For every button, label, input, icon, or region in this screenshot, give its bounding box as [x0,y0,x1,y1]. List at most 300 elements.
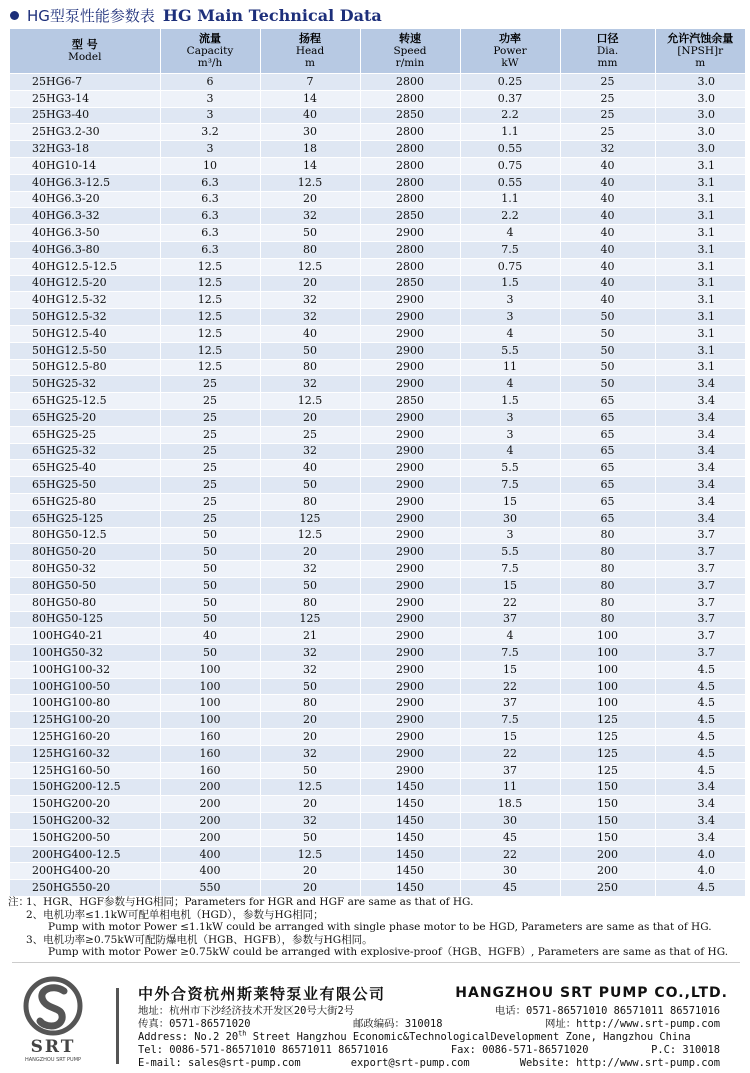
cell-model: 80HG50-32 [10,561,160,578]
cell-power: 0.55 [460,141,560,158]
cell-model: 150HG200-50 [10,829,160,846]
table-row [10,779,745,796]
cell-speed: 2900 [360,292,460,309]
cell-head: 12.5 [260,258,360,275]
cell-head: 50 [260,577,360,594]
table-row [10,359,745,376]
cell-power: 2.2 [460,208,560,225]
cell-diameter: 80 [560,594,655,611]
cell-head: 80 [260,359,360,376]
cell-head: 20 [260,712,360,729]
cell-power: 3 [460,309,560,326]
table-row [10,611,745,628]
table-row [10,745,745,762]
cell-npsh: 3.7 [655,611,745,628]
cell-speed: 2900 [360,577,460,594]
cell-power: 22 [460,594,560,611]
cell-model: 65HG25-12.5 [10,393,160,410]
cell-model: 100HG100-32 [10,661,160,678]
cell-head: 32 [260,309,360,326]
cell-model: 32HG3-18 [10,141,160,158]
cell-speed: 2900 [360,359,460,376]
cell-capacity: 6.3 [160,208,260,225]
website-chinese[interactable]: 网址：http://www.srt-pump.com [544,1018,720,1030]
cell-model: 40HG6.3-80 [10,241,160,258]
cell-model: 80HG50-125 [10,611,160,628]
cell-capacity: 200 [160,813,260,830]
cell-capacity: 6.3 [160,191,260,208]
logo-subtitle: HANGZHOU SRT PUMP [24,1057,82,1063]
cell-model: 40HG12.5-12.5 [10,258,160,275]
cell-power: 7.5 [460,561,560,578]
cell-capacity: 550 [160,880,260,896]
table-row [10,376,745,393]
cell-power: 0.37 [460,90,560,107]
cell-speed: 2900 [360,745,460,762]
cell-diameter: 25 [560,74,655,91]
cell-head: 32 [260,813,360,830]
telephone-chinese: 电话：0571-86571010 86571011 86571016 [494,1005,720,1017]
header-diameter: 口径 Dia. mm [560,29,655,74]
cell-power: 3 [460,409,560,426]
table-row [10,695,745,712]
cell-model: 100HG100-50 [10,678,160,695]
cell-head: 20 [260,863,360,880]
cell-capacity: 50 [160,527,260,544]
cell-head: 40 [260,325,360,342]
header-head: 扬程 Head m [260,29,360,74]
header-model: 型 号 Model [10,29,160,74]
cell-power: 0.75 [460,157,560,174]
cell-model: 125HG160-20 [10,729,160,746]
cell-model: 40HG12.5-20 [10,275,160,292]
cell-model: 150HG200-20 [10,796,160,813]
cell-diameter: 150 [560,796,655,813]
title-chinese: HG型泵性能参数表 [27,6,155,25]
cell-head: 80 [260,695,360,712]
table-row [10,493,745,510]
cell-head: 12.5 [260,846,360,863]
cell-power: 3 [460,527,560,544]
cell-model: 25HG3-14 [10,90,160,107]
cell-capacity: 25 [160,393,260,410]
cell-npsh: 4.5 [655,695,745,712]
table-row [10,292,745,309]
cell-speed: 2900 [360,712,460,729]
cell-model: 200HG400-12.5 [10,846,160,863]
cell-diameter: 80 [560,561,655,578]
cell-power: 22 [460,846,560,863]
cell-power: 5.5 [460,342,560,359]
table-row [10,628,745,645]
cell-head: 32 [260,561,360,578]
title-row [10,4,382,26]
cell-model: 65HG25-25 [10,426,160,443]
cell-diameter: 65 [560,460,655,477]
cell-diameter: 65 [560,393,655,410]
cell-power: 30 [460,863,560,880]
cell-speed: 2850 [360,208,460,225]
table-row [10,678,745,695]
email-export[interactable]: export@srt-pump.com [350,1057,470,1069]
cell-capacity: 25 [160,493,260,510]
cell-head: 20 [260,880,360,896]
cell-power: 30 [460,510,560,527]
cell-capacity: 12.5 [160,258,260,275]
cell-model: 150HG200-12.5 [10,779,160,796]
fax-english: Fax: 0086-571-86571020 [450,1044,589,1056]
cell-capacity: 100 [160,695,260,712]
cell-npsh: 4.0 [655,863,745,880]
cell-capacity: 160 [160,729,260,746]
cell-model: 125HG100-20 [10,712,160,729]
cell-npsh: 3.4 [655,796,745,813]
cell-npsh: 3.4 [655,510,745,527]
cell-speed: 2900 [360,309,460,326]
cell-speed: 2900 [360,678,460,695]
cell-speed: 2800 [360,124,460,141]
cell-speed: 2900 [360,477,460,494]
email-sales[interactable]: E-mail: sales@srt-pump.com [138,1057,301,1069]
cell-head: 125 [260,611,360,628]
cell-capacity: 12.5 [160,325,260,342]
cell-capacity: 12.5 [160,359,260,376]
cell-model: 65HG25-80 [10,493,160,510]
cell-power: 0.75 [460,258,560,275]
table-row [10,510,745,527]
cell-head: 50 [260,342,360,359]
header-power: 功率 Power kW [460,29,560,74]
cell-diameter: 40 [560,225,655,242]
cell-head: 80 [260,241,360,258]
cell-speed: 2800 [360,174,460,191]
cell-model: 50HG12.5-50 [10,342,160,359]
cell-diameter: 65 [560,443,655,460]
table-row [10,661,745,678]
cell-power: 4 [460,628,560,645]
cell-npsh: 3.4 [655,829,745,846]
cell-model: 40HG6.3-12.5 [10,174,160,191]
cell-speed: 2800 [360,241,460,258]
cell-power: 0.25 [460,74,560,91]
cell-capacity: 160 [160,762,260,779]
table-row [10,325,745,342]
cell-model: 40HG6.3-50 [10,225,160,242]
cell-speed: 2900 [360,510,460,527]
cell-diameter: 32 [560,141,655,158]
table-row [10,443,745,460]
cell-capacity: 3 [160,107,260,124]
cell-head: 32 [260,645,360,662]
cell-speed: 2850 [360,107,460,124]
cell-npsh: 3.1 [655,174,745,191]
notes [8,896,743,959]
cell-diameter: 125 [560,729,655,746]
table-row [10,645,745,662]
cell-head: 12.5 [260,174,360,191]
cell-model: 125HG160-50 [10,762,160,779]
cell-model: 25HG3-40 [10,107,160,124]
cell-head: 40 [260,460,360,477]
cell-capacity: 100 [160,678,260,695]
table-row [10,90,745,107]
company-name-row [138,983,728,1003]
cell-diameter: 65 [560,510,655,527]
cell-power: 5.5 [460,460,560,477]
cell-head: 25 [260,426,360,443]
cell-power: 1.5 [460,393,560,410]
cell-head: 32 [260,443,360,460]
srt-logo-icon [12,975,94,1037]
cell-model: 200HG400-20 [10,863,160,880]
cell-model: 100HG40-21 [10,628,160,645]
cell-power: 15 [460,577,560,594]
cell-diameter: 65 [560,409,655,426]
cell-speed: 2900 [360,443,460,460]
cell-capacity: 12.5 [160,292,260,309]
header-npsh: 允许汽蚀余量 [NPSH]r m [655,29,745,74]
cell-power: 3 [460,426,560,443]
cell-power: 37 [460,762,560,779]
fax-chinese: 传真：0571-86571020 [138,1018,251,1030]
cell-model: 125HG160-32 [10,745,160,762]
cell-power: 22 [460,678,560,695]
table-row [10,846,745,863]
cell-capacity: 25 [160,510,260,527]
cell-head: 40 [260,107,360,124]
cell-head: 14 [260,157,360,174]
cell-npsh: 3.1 [655,208,745,225]
cell-head: 50 [260,762,360,779]
cell-capacity: 3 [160,141,260,158]
cell-power: 45 [460,880,560,896]
contact-row-email [138,1057,720,1070]
cell-npsh: 4.5 [655,745,745,762]
cell-capacity: 3.2 [160,124,260,141]
cell-speed: 2900 [360,628,460,645]
cell-diameter: 100 [560,695,655,712]
cell-diameter: 150 [560,813,655,830]
table-row [10,241,745,258]
cell-power: 7.5 [460,241,560,258]
cell-capacity: 50 [160,544,260,561]
cell-npsh: 3.1 [655,157,745,174]
cell-npsh: 3.1 [655,292,745,309]
table-row [10,174,745,191]
company-name-chinese: 中外合资杭州斯莱特泵业有限公司 [138,984,386,1003]
company-logo [12,975,94,1067]
cell-speed: 2900 [360,695,460,712]
cell-model: 50HG12.5-80 [10,359,160,376]
cell-speed: 2900 [360,493,460,510]
cell-head: 50 [260,678,360,695]
cell-npsh: 3.7 [655,645,745,662]
cell-speed: 2900 [360,611,460,628]
cell-diameter: 150 [560,779,655,796]
cell-speed: 2900 [360,342,460,359]
technical-data-table [10,29,745,896]
cell-model: 250HG550-20 [10,880,160,896]
cell-diameter: 80 [560,611,655,628]
cell-head: 20 [260,796,360,813]
cell-model: 65HG25-50 [10,477,160,494]
cell-diameter: 40 [560,191,655,208]
cell-diameter: 40 [560,157,655,174]
cell-speed: 2800 [360,74,460,91]
table-row [10,863,745,880]
website-english[interactable]: Website: http://www.srt-pump.com [519,1057,720,1069]
cell-power: 37 [460,695,560,712]
cell-npsh: 3.1 [655,325,745,342]
cell-model: 50HG25-32 [10,376,160,393]
title-english: HG Main Technical Data [162,5,382,25]
cell-model: 50HG12.5-40 [10,325,160,342]
cell-speed: 2800 [360,258,460,275]
cell-speed: 2900 [360,325,460,342]
contact-row-address-en [138,1031,720,1044]
note-1: 1、HGR、HGF参数与HG相同；Parameters for HGR and HGF are same as that of HG. [26,896,474,908]
cell-capacity: 50 [160,577,260,594]
cell-capacity: 12.5 [160,275,260,292]
cell-npsh: 3.4 [655,393,745,410]
cell-diameter: 80 [560,577,655,594]
cell-diameter: 50 [560,325,655,342]
cell-diameter: 200 [560,863,655,880]
cell-diameter: 125 [560,745,655,762]
cell-speed: 2900 [360,409,460,426]
note-3-cn: 3、电机功率≥0.75kW可配防爆电机（HGB、HGFB），参数与HG相同。 [26,933,373,946]
cell-power: 7.5 [460,645,560,662]
footer-divider [12,962,740,963]
cell-diameter: 25 [560,90,655,107]
cell-head: 20 [260,544,360,561]
cell-model: 65HG25-20 [10,409,160,426]
note-2-en: Pump with motor Power ≤1.1kW could be arranged with single phase motor to be HGD, Parameters are same as that of HG. [48,921,712,933]
table-row [10,594,745,611]
cell-diameter: 50 [560,309,655,326]
cell-npsh: 3.1 [655,241,745,258]
cell-speed: 2850 [360,275,460,292]
cell-capacity: 200 [160,796,260,813]
note-3-en: Pump with motor Power ≥0.75kW could be arranged with explosive-proof（HGB、HGFB）, Parameters are same as that of HG. [48,946,729,958]
cell-head: 14 [260,90,360,107]
cell-npsh: 3.4 [655,813,745,830]
cell-model: 25HG3.2-30 [10,124,160,141]
cell-npsh: 3.7 [655,594,745,611]
cell-power: 0.55 [460,174,560,191]
cell-head: 20 [260,275,360,292]
cell-power: 5.5 [460,544,560,561]
table-row [10,796,745,813]
table-row [10,426,745,443]
cell-speed: 2900 [360,762,460,779]
cell-capacity: 10 [160,157,260,174]
contact-row-fax-cn [138,1018,720,1031]
bullet-icon [10,11,19,20]
cell-npsh: 3.1 [655,191,745,208]
cell-diameter: 65 [560,493,655,510]
cell-model: 80HG50-12.5 [10,527,160,544]
cell-model: 65HG25-32 [10,443,160,460]
table-row [10,813,745,830]
cell-npsh: 3.1 [655,359,745,376]
cell-capacity: 400 [160,863,260,880]
cell-capacity: 50 [160,645,260,662]
table-row [10,527,745,544]
header-speed: 转速 Speed r/min [360,29,460,74]
cell-head: 20 [260,191,360,208]
cell-head: 18 [260,141,360,158]
cell-head: 50 [260,829,360,846]
cell-diameter: 80 [560,544,655,561]
cell-capacity: 25 [160,477,260,494]
table-header-row [10,29,745,74]
cell-head: 32 [260,376,360,393]
cell-power: 11 [460,779,560,796]
table-row [10,544,745,561]
cell-power: 11 [460,359,560,376]
cell-speed: 1450 [360,779,460,796]
cell-capacity: 100 [160,661,260,678]
table-row [10,342,745,359]
cell-head: 50 [260,225,360,242]
cell-speed: 2900 [360,527,460,544]
cell-speed: 2800 [360,141,460,158]
cell-head: 12.5 [260,393,360,410]
cell-capacity: 200 [160,779,260,796]
cell-head: 20 [260,409,360,426]
cell-power: 1.1 [460,191,560,208]
cell-diameter: 250 [560,880,655,896]
cell-model: 100HG50-32 [10,645,160,662]
cell-model: 100HG100-80 [10,695,160,712]
table-row [10,477,745,494]
cell-diameter: 100 [560,661,655,678]
cell-speed: 1450 [360,846,460,863]
cell-model: 80HG50-80 [10,594,160,611]
cell-capacity: 25 [160,460,260,477]
cell-npsh: 3.4 [655,493,745,510]
cell-diameter: 65 [560,477,655,494]
cell-head: 7 [260,74,360,91]
table-body [10,74,745,897]
contact-row-address-cn [138,1005,720,1018]
cell-diameter: 25 [560,107,655,124]
cell-diameter: 125 [560,762,655,779]
cell-model: 65HG25-125 [10,510,160,527]
table-row [10,561,745,578]
postcode-chinese: 邮政编码：310018 [352,1018,443,1030]
cell-capacity: 3 [160,90,260,107]
table-row [10,460,745,477]
cell-diameter: 100 [560,678,655,695]
cell-capacity: 25 [160,443,260,460]
table-row [10,729,745,746]
footer-vertical-bar [116,988,119,1064]
cell-speed: 2850 [360,393,460,410]
cell-capacity: 25 [160,409,260,426]
cell-diameter: 65 [560,426,655,443]
cell-npsh: 4.0 [655,846,745,863]
cell-npsh: 4.5 [655,729,745,746]
cell-npsh: 4.5 [655,880,745,896]
cell-capacity: 50 [160,611,260,628]
cell-power: 2.2 [460,107,560,124]
cell-capacity: 400 [160,846,260,863]
cell-speed: 1450 [360,829,460,846]
cell-capacity: 50 [160,594,260,611]
cell-head: 21 [260,628,360,645]
